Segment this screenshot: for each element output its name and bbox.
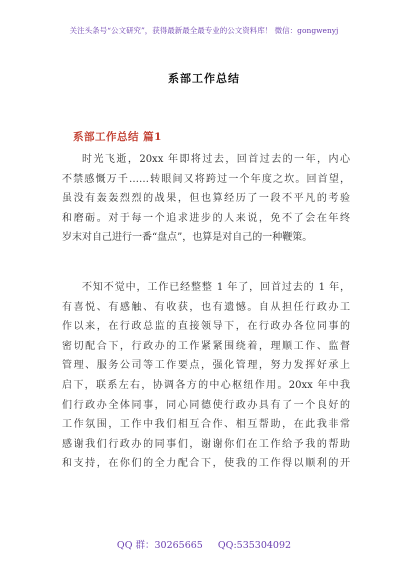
paragraph-line: 作以来，在行政总监的直接领导下，在行政办各位同事的 [62,321,350,333]
paragraph-line: 们行政办全体同事，同心同德使行政办具有了一个良好的 [62,399,350,411]
paragraph-line: 和支持，在你们的全力配合下，使我的工作得以顺利的开 [62,458,350,470]
paragraph-line: 有喜悦、有感触、有收获，也有遗憾。自从担任行政办工 [62,301,350,313]
paragraph-line: 不禁感慨万千……转眼间又将跨过一个年度之坎。回首望， [62,173,350,185]
header-note: 关注头条号“公文研究”，获得最新最全最专业的公文资料库！ 微信：gongwenyj [69,26,339,35]
section-heading: 系部工作总结 篇1 [73,131,162,143]
paragraph-line: 岁末对自己进行一番“盘点”，也算是对自己的一种鞭策。 [62,232,313,244]
qq-group-text: QQ 群：30265665 [116,540,203,551]
qq-text: QQ:535304092 [217,540,292,551]
footer-note [0,537,408,551]
paragraph-line: 密切配合下，行政办的工作紧紧围绕着，理顺工作、监督 [62,340,350,352]
paragraph-line: 管理、服务公司等工作要点，强化管理，努力发挥好承上 [62,360,350,372]
page-title: 系部工作总结 [168,72,240,85]
paragraph-1 [62,150,350,248]
paragraph-line: 虽没有轰轰烈烈的战果，但也算经历了一段不平凡的考验 [62,193,350,205]
paragraph-2 [62,278,350,474]
paragraph-line: 不知不觉中，工作已经整整 1 年了，回首过去的 1 年， [82,282,350,293]
paragraph-line: 感谢我们行政办的同事们，谢谢你们在工作给予我的帮助 [62,438,350,450]
paragraph-line: 工作氛围，工作中我们相互合作、相互帮助，在此我非常 [62,419,350,431]
paragraph-line: 启下，联系左右，协调各方的中心枢纽作用。20xx 年中我 [62,379,350,391]
paragraph-line: 和磨砺。对于每一个追求进步的人来说，免不了会在年终 [62,212,350,224]
paragraph-line: 时光飞逝，20xx 年即将过去，回首过去的一年，内心 [82,154,350,165]
